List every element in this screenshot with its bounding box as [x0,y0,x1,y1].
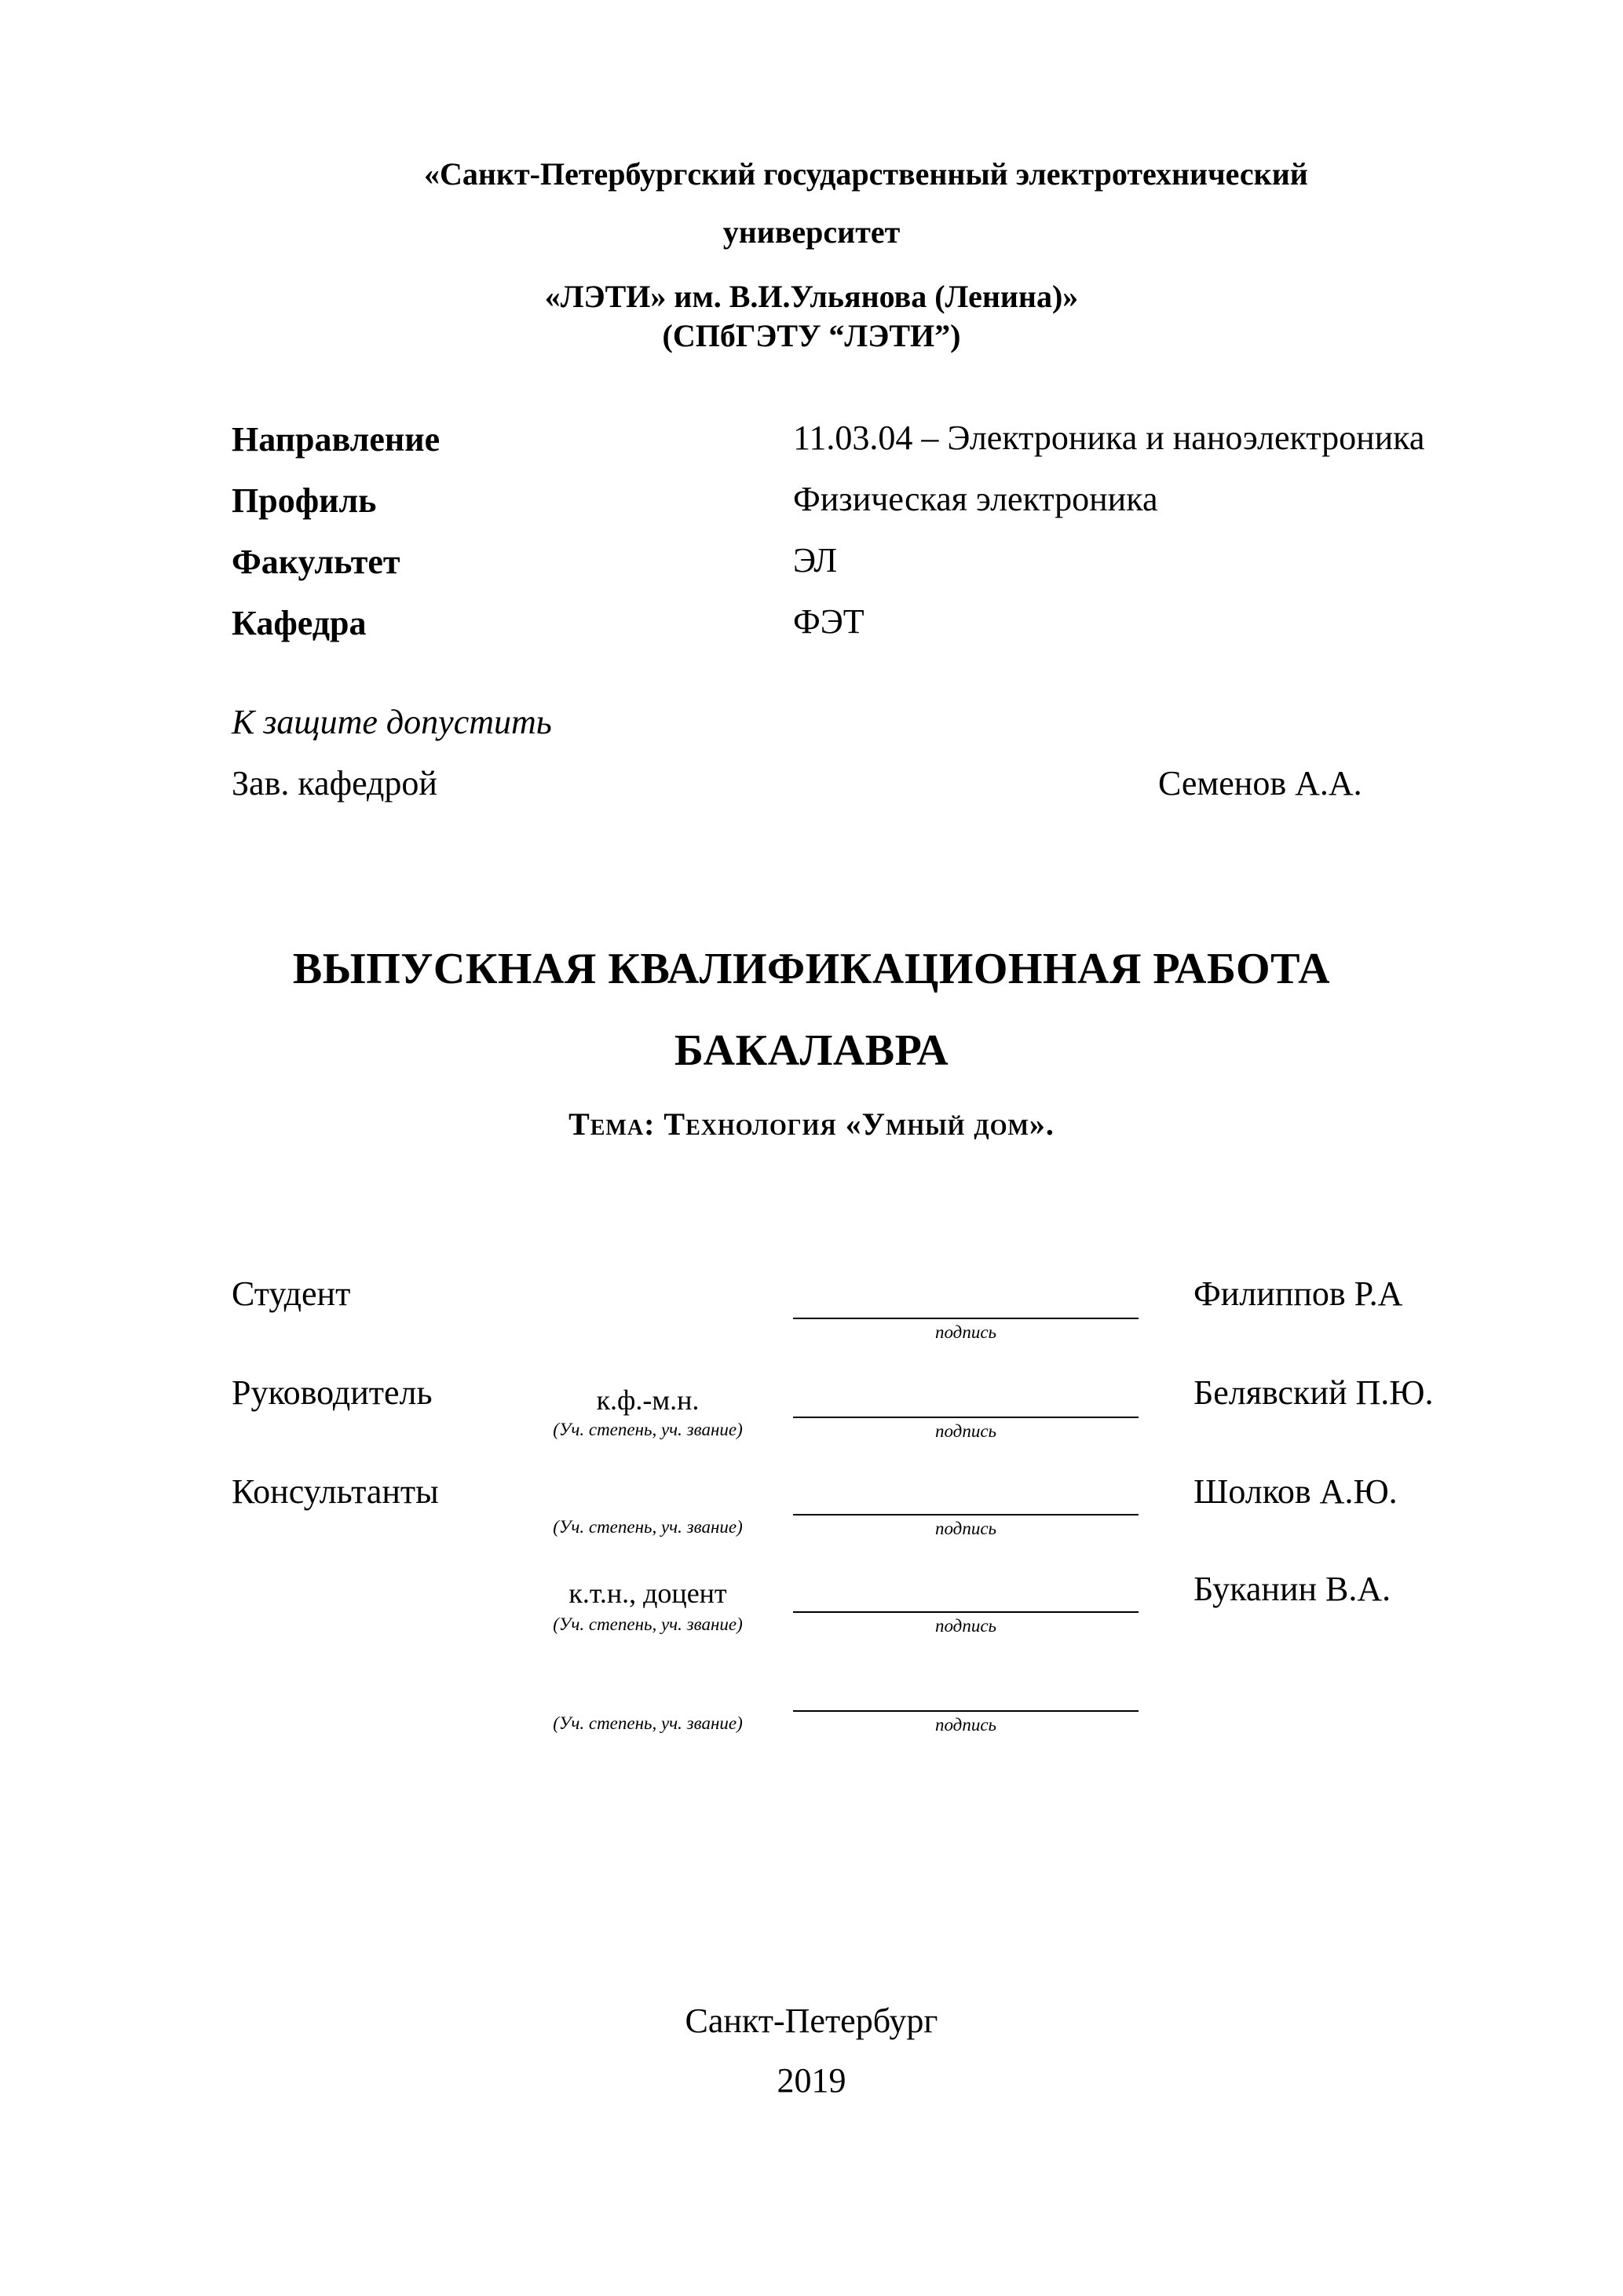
profile-label: Профиль [232,481,377,520]
university-name-line3: «ЛЭТИ» им. В.И.Ульянова (Ленина)» [544,279,1079,314]
supervisor-degree-caption: (Уч. степень, уч. звание) [553,1420,743,1439]
consultant2-name: Буканин В.А. [1193,1570,1391,1608]
head-of-department-label: Зав. кафедрой [232,764,437,803]
head-of-department-name: Семенов А.А. [1158,764,1362,803]
footer-year: 2019 [777,2061,846,2100]
admission-note: К защите допустить [232,703,552,741]
student-name: Филиппов Р.А [1193,1274,1403,1313]
supervisor-label: Руководитель [232,1373,433,1412]
supervisor-name: Белявский П.Ю. [1193,1373,1434,1412]
university-name-line2: университет [722,214,901,250]
consultant1-signature-caption: подпись [934,1519,996,1538]
student-signature-caption: подпись [934,1322,996,1342]
university-name-line1: «Санкт-Петербургский государственный электротехнический [424,156,1308,192]
work-title-line1: ВЫПУСКНАЯ КВАЛИФИКАЦИОННАЯ РАБОТА [292,945,1331,993]
supervisor-degree: к.ф.-м.н. [596,1384,700,1416]
consultant3-signature-caption: подпись [934,1715,996,1735]
consultant2-degree-caption: (Уч. степень, уч. звание) [553,1614,743,1634]
department-label: Кафедра [232,604,367,642]
footer-city: Санкт-Петербург [685,2002,938,2040]
work-title-line2: БАКАЛАВРА [674,1026,949,1075]
consultant1-signature-line [793,1514,1139,1515]
direction-value: 11.03.04 – Электроника и наноэлектроника [793,419,1425,457]
consultant3-signature-line [793,1710,1139,1712]
student-label: Студент [232,1274,351,1313]
student-signature-line [793,1318,1139,1319]
university-abbreviation: (СПбГЭТУ “ЛЭТИ”) [662,318,961,353]
consultant2-signature-caption: подпись [934,1616,996,1636]
department-value: ФЭТ [793,602,865,641]
faculty-label: Факультет [232,543,400,581]
consultant1-degree-caption: (Уч. степень, уч. звание) [553,1517,743,1537]
consultant2-signature-line [793,1611,1139,1613]
consultants-label: Консультанты [232,1472,439,1511]
supervisor-signature-caption: подпись [934,1421,996,1441]
consultant2-degree: к.т.н., доцент [568,1578,727,1609]
consultant3-degree-caption: (Уч. степень, уч. звание) [553,1713,743,1733]
supervisor-signature-line [793,1417,1139,1418]
consultant1-name: Шолков А.Ю. [1193,1472,1398,1511]
faculty-value: ЭЛ [793,541,838,579]
direction-label: Направление [232,420,440,459]
profile-value: Физическая электроника [793,480,1158,518]
work-topic: Тема: Технология «Умный дом». [568,1106,1055,1142]
